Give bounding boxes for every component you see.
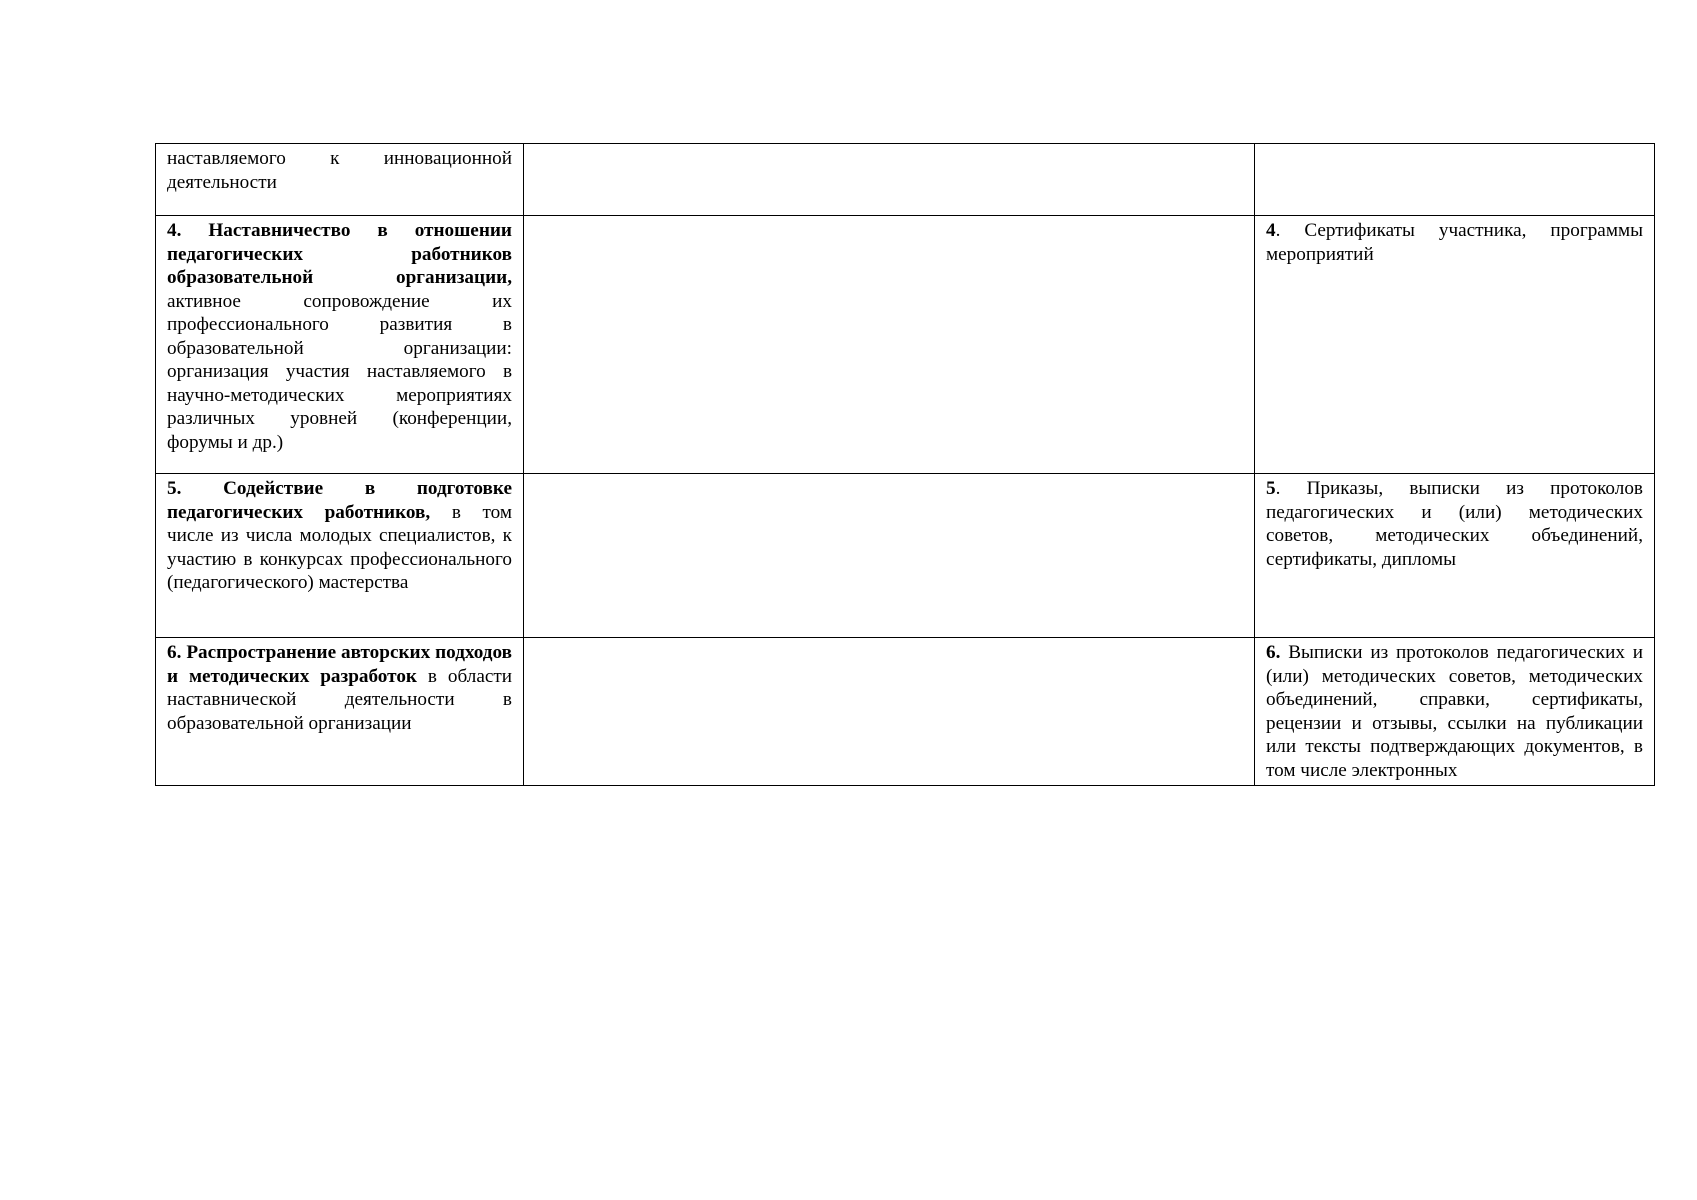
table-row: [156, 216, 1655, 474]
evidence-text: Выписки из протоколов педагогических и (или) методических советов, методических объединений, справки, сертификаты, рецензии и отзывы, ссылки на публикации или тексты подтверждающих документов, в том числе электронных: [1266, 642, 1644, 781]
criteria-table: [155, 143, 1655, 786]
criterion-cell: [156, 216, 524, 474]
criterion-text: в области наставнической деятельности в образовательной организации: [167, 665, 513, 734]
evidence-cell: [1255, 216, 1655, 474]
evidence-text: . Сертификаты участника, программы мероприятий: [1266, 220, 1643, 265]
criterion-cell: [156, 638, 524, 786]
table-row: [156, 144, 1655, 216]
evidence-text: . Приказы, выписки из протоколов педагогических и (или) методических советов, методических объединений, сертификаты, дипломы: [1266, 478, 1643, 570]
middle-cell: [524, 144, 1255, 216]
middle-cell: [524, 216, 1255, 474]
evidence-number: 4: [1266, 220, 1276, 241]
criterion-cell: [156, 474, 524, 638]
evidence-cell: [1255, 474, 1655, 638]
evidence-cell: [1255, 144, 1655, 216]
criterion-heading: 5. Содействие в подготовке педагогических работников,: [167, 478, 512, 523]
table-row: [156, 474, 1655, 638]
evidence-number: 6.: [1266, 642, 1281, 663]
middle-cell: [524, 638, 1255, 786]
criterion-text: в том числе из числа молодых специалистов, к участию в конкурсах профессионального (педагогического) мастерства: [167, 501, 512, 593]
evidence-cell: [1255, 638, 1655, 786]
middle-cell: [524, 474, 1255, 638]
evidence-number: 5: [1266, 478, 1276, 499]
criterion-heading: 4. Наставничество в отношении педагогических работников образовательной организации,: [167, 220, 512, 288]
criterion-text: наставляемого к инновационной деятельности: [167, 148, 512, 193]
criterion-text: активное сопровождение их профессионального развития в образовательной организации: организация участия наставляемого в научно-методических мероприятиях различных уровней (конференции, форумы и др.): [167, 290, 512, 453]
criterion-heading: 6. Распространение авторских подходов и методических разработок: [167, 642, 512, 687]
table-row: [156, 638, 1655, 786]
criterion-cell: [156, 144, 524, 216]
